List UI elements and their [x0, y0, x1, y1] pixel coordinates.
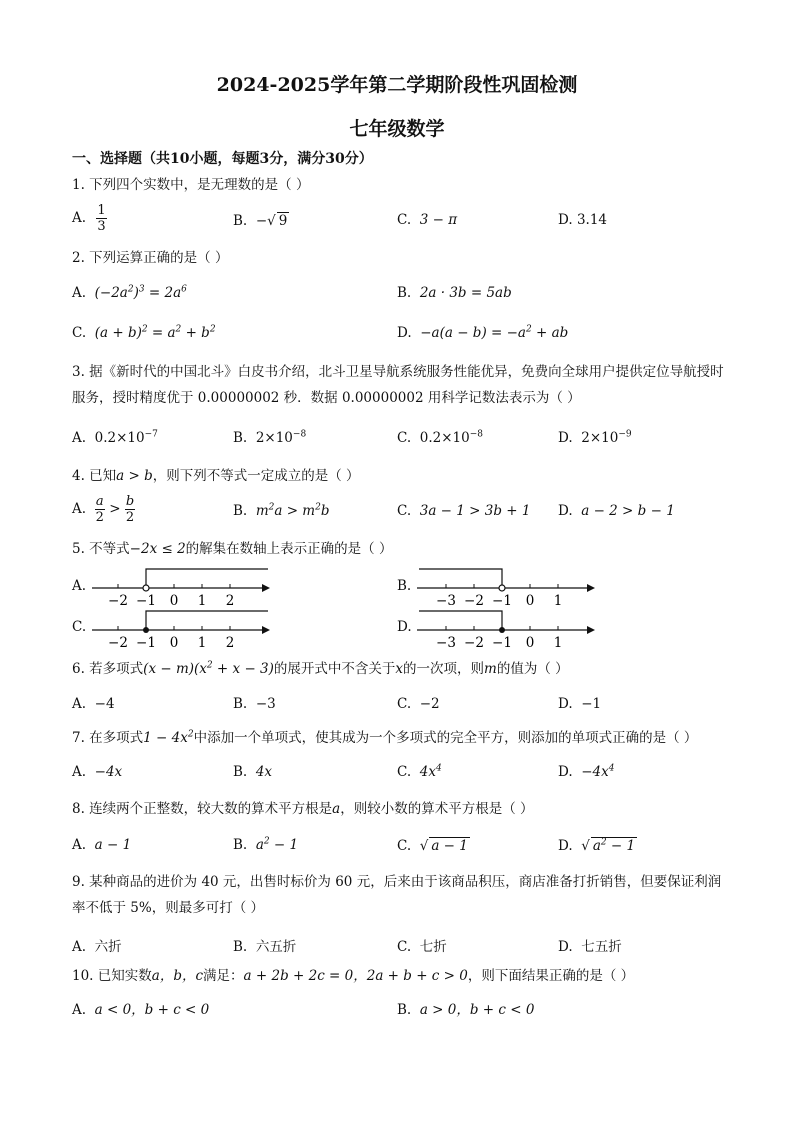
svg-text:0: 0 [525, 635, 535, 651]
open-endpoint [499, 585, 505, 591]
question-6-option-c[interactable]: C. −2 [397, 696, 440, 712]
svg-text:−1: −1 [136, 593, 156, 609]
question-1-option-b[interactable]: B. −√ 9 [233, 213, 288, 229]
question-1-stem: 1. 下列四个实数中，是无理数的是（ ） [72, 177, 310, 193]
question-2-stem: 2. 下列运算正确的是（ ） [72, 250, 229, 266]
radical-sign: √ [267, 213, 276, 229]
question-7-option-a[interactable]: A. −4x [72, 764, 123, 780]
svg-text:−2: −2 [464, 635, 484, 651]
solution-bracket [419, 611, 502, 630]
question-2-option-a[interactable]: A. $(-2a^2)^3 = 2a^6$ [72, 284, 187, 301]
svg-text:1: 1 [197, 635, 207, 651]
question-7-option-c[interactable]: C. $4x^4$ [397, 763, 442, 780]
question-3-option-c[interactable]: C. $0.2\times 10^{-8}$ [397, 429, 483, 446]
question-7-option-d[interactable]: D. $-4x^4$ [558, 763, 615, 780]
exam-subtitle: 七年级数学 [349, 118, 445, 140]
question-8-option-d[interactable]: D. √ $a^2 - 1$ [558, 837, 636, 854]
svg-text:−1: −1 [136, 635, 156, 651]
question-10-option-b[interactable]: B. a > 0，b + c < 0 [397, 1002, 535, 1018]
question-6-option-b[interactable]: B. −3 [233, 696, 276, 712]
question-5-option-d-number-line[interactable] [413, 604, 603, 652]
question-3-option-d[interactable]: D. $2\times 10^{-9}$ [558, 429, 632, 446]
svg-text:−2: −2 [108, 635, 128, 651]
question-9-stem: 9. 某种商品的进价为 40 元，出售时标价为 60 元，后来由于该商品积压，商店准备打折销售，但要保证利润率不低于 5%，则最多可打（ ） [72, 874, 722, 916]
fraction: $\frac{1}{3}$ [97, 203, 106, 234]
svg-text:1: 1 [197, 593, 207, 609]
solution-bracket [146, 569, 268, 588]
question-8-stem: 8. 连续两个正整数，较大数的算术平方根是a，则较小数的算术平方根是（ ） [72, 801, 534, 817]
svg-text:−3: −3 [436, 593, 456, 609]
question-4-option-d[interactable]: D. a − 2 > b − 1 [558, 503, 675, 519]
open-endpoint [143, 585, 149, 591]
question-5-option-b-number-line[interactable] [413, 562, 603, 610]
question-8-option-c[interactable]: C. √ a − 1 [397, 838, 468, 854]
closed-endpoint [499, 627, 505, 633]
svg-text:2: 2 [225, 593, 235, 609]
question-7-stem: 7. 在多项式$1 - 4x^2$中添加一个单项式，使其成为一个多项式的完全平方，则添加的单项式正确的是（ ） [72, 729, 698, 746]
question-9-option-c[interactable]: C. 七折 [397, 939, 447, 955]
question-3-option-b[interactable]: B. $2\times 10^{-8}$ [233, 429, 307, 446]
question-6-option-d[interactable]: D. −1 [558, 696, 602, 712]
question-9-option-a[interactable]: A. 六折 [72, 939, 122, 955]
svg-text:0: 0 [525, 593, 535, 609]
radical-sign: √ [419, 838, 429, 854]
question-5-option-c-label: C. [72, 619, 87, 635]
svg-text:0: 0 [169, 593, 179, 609]
question-4-option-a[interactable]: A. $\frac{a}{2}$ > $\frac{b}{2}$ [72, 494, 135, 525]
question-1-option-a[interactable]: A. $\frac{1}{3}$ [72, 203, 106, 234]
svg-text:−1: −1 [492, 593, 512, 609]
svg-text:1: 1 [553, 635, 563, 651]
question-3-option-a[interactable]: A. $0.2\times 10^{-7}$ [72, 429, 158, 446]
question-7-option-b[interactable]: B. 4x [233, 764, 273, 780]
exam-title: 2024-2025学年第二学期阶段性巩固检测 [216, 74, 578, 96]
question-6-stem: 6. 若多项式$(x - m)(x^2 + x - 3)$的展开式中不含关于x的一次项，则m的值为（ ） [72, 660, 569, 677]
svg-text:−2: −2 [464, 593, 484, 609]
section-heading: 一、选择题（共10小题，每题3分，满分30分） [72, 151, 373, 167]
svg-text:0: 0 [169, 635, 179, 651]
question-5-option-b-label: B. [397, 578, 412, 594]
question-4-option-b[interactable]: B. $m^2a > m^2b$ [233, 502, 330, 519]
axis-arrow [262, 584, 270, 592]
closed-endpoint [143, 627, 149, 633]
axis-arrow [262, 626, 270, 634]
question-2-option-b[interactable]: B. 2a · 3b = 5ab [397, 285, 512, 301]
question-1-option-c[interactable]: C. 3 − π [397, 212, 458, 228]
question-6-option-a[interactable]: A. −4 [72, 696, 115, 712]
svg-text:−3: −3 [436, 635, 456, 651]
question-5-option-a-number-line[interactable] [88, 562, 278, 610]
question-4-option-c[interactable]: C. 3a − 1 > 3b + 1 [397, 503, 531, 519]
axis-arrow [587, 584, 595, 592]
question-5-stem: 5. 不等式−2x ≤ 2的解集在数轴上表示正确的是（ ） [72, 541, 393, 557]
question-10-stem: 10. 已知实数a，b，c满足：a + 2b + 2c = 0，2a + b + c > 0，则下面结果正确的是（ ） [72, 968, 635, 984]
question-8-option-b[interactable]: B. $a^2 - 1$ [233, 836, 299, 853]
svg-text:1: 1 [553, 593, 563, 609]
question-2-option-d[interactable]: D. $-a(a - b) = -a^2$ + ab [397, 324, 569, 341]
question-9-option-b[interactable]: B. 六五折 [233, 939, 297, 955]
svg-text:−2: −2 [108, 593, 128, 609]
question-5-option-c-number-line[interactable] [88, 604, 278, 652]
question-2-option-c[interactable]: C. $(a + b)^2 = a^2 + b^2$ [72, 324, 216, 341]
radical-sign: √ [581, 838, 590, 854]
question-5-option-d-label: D. [397, 619, 412, 635]
solution-bracket [146, 611, 268, 630]
svg-text:−1: −1 [492, 635, 512, 651]
question-1-option-d[interactable]: D. 3.14 [558, 212, 607, 228]
question-3-stem: 3. 据《新时代的中国北斗》白皮书介绍，北斗卫星导航系统服务性能优异，免费向全球用户提供定位导航授时服务，授时精度优于 0.00000002 秒．数据 0.00000002 用科学记数法表示为（ ） [72, 364, 724, 406]
question-5-option-a-label: A. [72, 578, 87, 594]
question-10-option-a[interactable]: A. a < 0，b + c < 0 [72, 1002, 210, 1018]
question-4-stem: 4. 已知a > b，则下列不等式一定成立的是（ ） [72, 468, 360, 484]
question-8-option-a[interactable]: A. a − 1 [72, 837, 132, 853]
axis-arrow [587, 626, 595, 634]
solution-bracket [419, 569, 502, 588]
question-9-option-d[interactable]: D. 七五折 [558, 939, 622, 955]
svg-text:2: 2 [225, 635, 235, 651]
